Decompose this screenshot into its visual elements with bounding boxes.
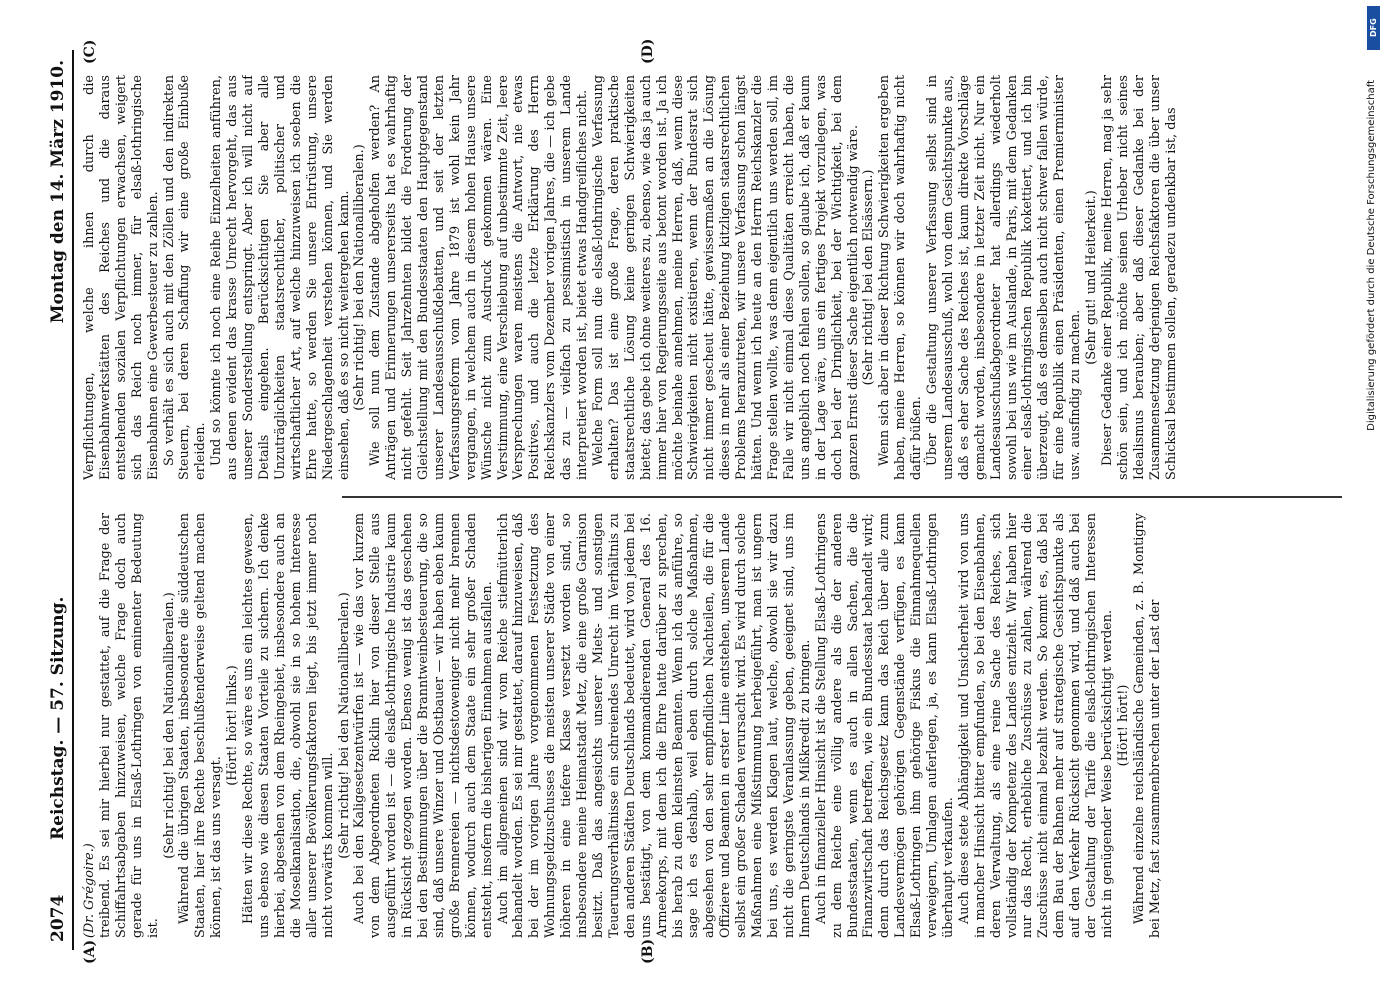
page-header [42, 50, 74, 950]
paragraph: Während die übrigen Staaten, insbesondere die süddeutschen Staaten, hier ihre Rechte beschlußtenderweise geltend machen können, ist das uns versagt. [176, 513, 224, 938]
interjection: (Hört! hört!) [1115, 684, 1131, 767]
paragraph: Auch im allgemeinen sind wir vom Reiche stiefmütterlich behandelt worden. Es sei mir gestattet, darauf hinzuweisen, daß bei der im vorigen Jahre vorgenommenen Festsetzung des Wohnungsgeldzuschusses die meisten unserer Städte von einer höheren in eine tiefere Klasse versetzt worden sind, so insbesondere meine Heimatstadt Metz, die eine große Garnison besitzt. Daß das angesichts unserer Miets- und sonstigen Teuerungsverhältnisse ein schreiendes Unrecht im Verhältnis zu den anderen Städten Deutschlands bedeutet, wird von jedem bei uns bestätigt, von dem kommandierenden General des 16. Armeekorps, mit dem ich die Ehre hatte darüber zu sprechen, bis herab zu dem kleinsten Beamten. Wenn ich das anführe, so sage ich es deshalb, weil eben durch solche Maßnahmen, abgesehen von den sehr empfindlichen Nachteilen, die für die Offiziere und Beamten in erster Linie entstehen, unserem Lande selbst ein großer Schaden verursacht wird. Es wird durch solche Maßnahmen eine Mißstimmung herbeigeführt, man ist ungern bei uns, es werden Klagen laut, welche, obwohl sie wir dazu nicht die geringste Veranlassung geben, geeignet sind, uns im Innern Deutschlands in Mißkredit zu bringen. [495, 513, 813, 938]
paragraph: Und so könnte ich noch eine Reihe Einzelheiten anführen, aus denen evident das krasse Unrecht hervorgeht, das aus unserer Sonderstellung entspringt. Aber ich will nicht auf Details eingehen. Berücksichtigen Sie aber alle Unzuträglichkeiten staatsrechtlicher, politischer und wirtschaftlicher Art, auf welche hinzuweisen ich soeben die Ehre hatte, so werden Sie unsere Entrüstung, unsere Niedergeschlagenheit verstehen können, und Sie werden einsehen, daß es so nicht weitergehen kann. [208, 75, 351, 480]
paragraph: Wie soll nun dem Zustande abgeholfen werden? An Anträgen und Erinnerungen unsererseits hat es wahrhaftig nicht gefehlt. Seit Jahrzehnten bildet die Forderung der Gleichstellung mit den Bundesstaaten den Hauptgegenstand unserer Landesausschußdebatten, und seit der letzten Verfassungsreform vom Jahre 1879 ist wohl kein Jahr vergangen, in welchem auch in diesem hohen Hause unsere Wünsche nicht zum Ausdruck gekommen wären. Eine Verstimmung, eine Verschiebung auf unbestimmte Zeit, leere Versprechungen waren meistens die Antwort, nie etwas Positives, und auch die letzte Erklärung des Herrn Reichskanzlers vom Dezember vorigen Jahres, die — ich gebe das zu — vielfach zu pessimistisch in unserem Lande interpretiert worden ist, bietet etwas Handgreifliches nicht. [367, 75, 590, 480]
text-column-right [82, 75, 1322, 480]
paragraph: Auch bei den Kaligesetzentwürfen ist — wie das vor kurzem von dem Abgeordneten Ricklin hier von dieser Stelle aus ausgeführt worden ist — die elsaß-lothringische Industrie kaum in Rücksicht gezogen worden. Ebenso wenig ist das geschehen bei den Bestimmungen über die Branntweinbesteuerung, die so sind, daß unsere Winzer und Obstbauer — wir haben eben kaum große Brennereien — nichtsdestoweniger nicht mehr brennen können, wodurch auch dem Staate ein sehr großer Schaden entsteht, insofern die bisherigen Einnahmen ausfallen. [351, 513, 495, 938]
page-number: 2074 [47, 894, 68, 942]
session-date: Montag den 14. März 1910. [47, 60, 68, 324]
margin-marker-d: (D) [639, 38, 656, 64]
interjection: (Sehr gut! und Heiterkeit.) [1083, 190, 1099, 365]
margin-marker-a: (A) [81, 939, 98, 964]
speaker-label: (Dr. Grégoire.) [81, 843, 97, 938]
document-page [42, 38, 1342, 964]
interjection: (Hört! hört! links.) [224, 665, 240, 786]
margin-marker-b: (B) [639, 938, 656, 964]
paragraph: treibend. Es sei mir hierbei nur gestattet, auf die Frage der Schiffahrtsabgaben hinzuweisen, welche Frage doch auch gerade für uns in Elsaß-Lothringen von eminenter Bedeutung ist. [97, 513, 161, 938]
paragraph: Wenn sich aber in dieser Richtung Schwierigkeiten ergeben haben, meine Herren, so können wir doch wahrhaftig nicht dafür büßen. [876, 75, 924, 480]
margin-marker-c: (C) [81, 39, 98, 64]
paragraph: Über die Gestaltung unserer Verfassung selbst sind in unserem Landesausschuß, wohl von dem Gesichtspunkte aus, daß es eher Sache des Reiches ist, kaum direkte Vorschläge gemacht worden, insbesondere in letzter Zeit nicht. Nur ein Landesausschußabgeordneter hat allerdings wiederholt sowohl bei uns wie im Auslande, in Paris, mit dem Gedanken einer elsaß-lothringischen Republik kokettiert, und ich bin überzeugt, daß es demselben auch nicht schwer fallen würde, für eine Republik einen Präsidenten, einen Premierminister usw. ausfindig zu machen. [924, 75, 1083, 480]
interjection: (Sehr richtig! bei den Nationalliberalen.) [161, 592, 177, 859]
session-title: Reichstag. — 57. Sitzung. [47, 596, 68, 840]
paragraph: Verpflichtungen, welche ihnen durch die Eisenbahnwerkstätten des Reiches und die daraus entstehenden sozialen Verpflichtungen erwachsen, weigert sich das Reich noch immer, für elsaß-lothringische Eisenbahnen eine Gewerbesteuer zu zahlen. [81, 75, 161, 480]
paragraph: Welche Form soll nun die elsaß-lothringische Verfassung erhalten? Das ist eine große Frage, deren praktische staatsrechtliche Lösung keine geringen Schwierigkeiten bietet; das gebe ich ohne weiteres zu, ebenso, wie das ja auch immer hier von Regierungsseite aus betont worden ist. Ja ich möchte beinahe annehmen, meine Herren, daß, wenn diese Schwierigkeiten nicht existieren, wenn der Bundesrat sich nicht immer gescheut hätte, gewissermaßen an die Lösung dieses in mehr als einer Beziehung kitzligen staatsrechtlichen Problems heranzutreten, wir unsere Verfassung schon längst hätten. Und wenn ich heute an den Herrn Reichskanzler die Frage stellen wollte, was denn eigentlich uns werden soll, im Falle wir nicht einmal diese Qualitäten erreicht haben, die uns angeblich noch fehlen sollen, so glaube ich, daß er kaum in der Lage wäre, uns ein fertiges Projekt vorzulegen, was doch bei der Dringlichkeit, bei der Wichtigkeit, bei dem ganzen Ernst dieser Sache eigentlich notwendig wäre. [590, 75, 860, 480]
interjection: (Sehr richtig! bei den Elsässern.) [860, 169, 876, 386]
paragraph: Während einzelne reichsländische Gemeinden, z. B. Montigny bei Metz, fast zusammenbrechen unter der Last der [1131, 513, 1163, 938]
paragraph: Auch in finanzieller Hinsicht ist die Stellung Elsaß-Lothringens zu dem Reiche eine völlig andere als die der anderen Bundesstaaten, wenn es auch in allen Sachen, die die Finanzwirtschaft betreffen, wie ein Bundesstaat behandelt wird; denn durch das Reichsgesetz kann das Reich über alle zum Landesvermögen gehörigen Gegenstände verfügen, es kann Elsaß-Lothringen ihm gehörige Fiskus die Einnahmequellen verweigern, Umlagen auferlegen, ja, es kann Elsaß-Lothringen überhaupt verkaufen. [813, 513, 956, 938]
interjection: (Sehr richtig! bei den Nationalliberalen.) [336, 592, 351, 859]
paragraph: Hätten wir diese Rechte, so wäre es uns ein leichtes gewesen, uns ebenso wie diesen Staaten Vorteile zu sichern. Ich denke hierbei, abgesehen von dem Rheingebiet, insbesondere auch an die Moselkanalisation, die, obwohl sie in so hohem Interesse aller unserer Bevölkerungsfaktoren liegt, bis jetzt immer noch nicht vorwärts kommen will. [240, 513, 336, 938]
text-column-left [82, 513, 1322, 938]
column-divider [342, 497, 1342, 499]
dfg-logo: DFG [1367, 6, 1380, 50]
paragraph: Auch diese stete Abhängigkeit und Unsicherheit wird von uns in mancher Hinsicht bitter empfunden, so bei den Eisenbahnen, deren Verwaltung, als eine reine Sache des Reiches, sich vollständig der Kompetenz des Landes entzieht. Wir haben hier nur das Recht, erhebliche Zuschüsse zu zahlen, während die Zuschüsse nicht einmal bezahlt werden. So kommt es, daß bei dem Bau der Bahnen mehr auf strategische Gesichtspunkte als auf den Verkehr Rücksicht genommen wird, und daß auch bei der Gestaltung der Tarife die elsaß-lothringischen Interessen nicht in genügender Weise berücksichtigt werden. [956, 513, 1115, 938]
paragraph: Dieser Gedanke einer Republik, meine Herren, mag ja sehr schön sein, und ich möchte seinen Urheber nicht seines Idealismus berauben; aber daß dieser Gedanke bei der Zusammensetzung derjenigen Reichsfaktoren die über unser Schicksal bestimmen sollen, geradezu undenkbar ist, das [1099, 75, 1179, 480]
digitization-credit: Digitalisierung gefördert durch die Deutsche Forschungsgemeinschaft [1366, 80, 1377, 431]
paragraph: So verhält es sich auch mit den Zöllen und den indirekten Steuern, bei deren Schaffung wir eine große Einbuße erleiden. [161, 75, 208, 480]
interjection: (Sehr richtig! bei den Nationalliberalen.) [351, 144, 367, 411]
